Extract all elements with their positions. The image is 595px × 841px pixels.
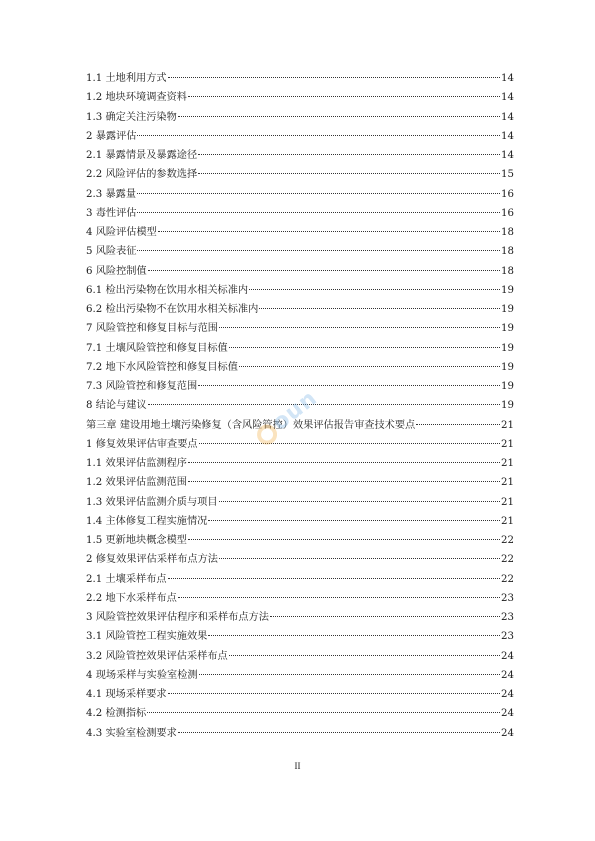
toc-leader-dots bbox=[229, 654, 500, 656]
toc-entry[interactable] bbox=[86, 396, 514, 415]
toc-entry[interactable] bbox=[86, 416, 514, 435]
toc-entry-page: 14 bbox=[501, 111, 514, 123]
toc-leader-dots bbox=[137, 211, 500, 213]
toc-entry-title: 5 风险表征 bbox=[86, 246, 137, 258]
toc-leader-dots bbox=[148, 269, 500, 271]
table-of-contents bbox=[86, 69, 514, 743]
toc-entry[interactable] bbox=[86, 627, 514, 646]
toc-entry-page: 19 bbox=[501, 381, 514, 392]
toc-entry-page: 21 bbox=[501, 515, 514, 527]
toc-leader-dots bbox=[188, 480, 500, 482]
toc-entry-page: 19 bbox=[501, 304, 514, 315]
toc-entry[interactable] bbox=[86, 647, 514, 666]
toc-entry-title: 2.1 暴露情景及暴露途径 bbox=[86, 150, 198, 161]
toc-leader-dots bbox=[148, 403, 500, 405]
toc-leader-dots bbox=[188, 461, 500, 463]
toc-entry[interactable] bbox=[86, 704, 514, 723]
toc-entry-page: 22 bbox=[501, 554, 514, 566]
toc-entry-page: 24 bbox=[501, 669, 514, 681]
toc-entry-title: 2.3 暴露量 bbox=[86, 188, 137, 200]
toc-leader-dots bbox=[199, 442, 500, 444]
toc-entry-title: 第三章 建设用地土壤污染修复（含风险管控）效果评估报告审查技术要点 bbox=[86, 419, 416, 431]
toc-entry-page: 22 bbox=[501, 573, 514, 585]
toc-entry-page: 21 bbox=[501, 419, 514, 431]
toc-leader-dots bbox=[249, 288, 500, 290]
toc-entry[interactable] bbox=[86, 531, 514, 550]
toc-entry-title: 1.2 地块环境调查资料 bbox=[86, 92, 187, 104]
toc-entry[interactable] bbox=[86, 88, 514, 107]
toc-leader-dots bbox=[270, 615, 500, 617]
toc-entry[interactable] bbox=[86, 685, 514, 704]
toc-leader-dots bbox=[158, 230, 500, 232]
toc-leader-dots bbox=[137, 134, 500, 136]
toc-entry-page: 14 bbox=[501, 150, 514, 161]
toc-leader-dots bbox=[219, 557, 500, 559]
toc-entry-page: 23 bbox=[501, 592, 514, 604]
toc-entry-title: 3.1 风险管控工程实施效果 bbox=[86, 631, 208, 643]
toc-entry-page: 16 bbox=[501, 188, 514, 200]
toc-entry-page: 15 bbox=[501, 169, 514, 181]
toc-entry-title: 1.1 效果评估监测程序 bbox=[86, 458, 187, 469]
toc-entry-title: 1.3 效果评估监测介质与项目 bbox=[86, 496, 218, 508]
toc-entry-page: 24 bbox=[501, 727, 514, 739]
toc-leader-dots bbox=[168, 76, 500, 78]
toc-entry-title: 6.1 检出污染物在饮用水相关标准内 bbox=[86, 284, 249, 296]
toc-entry[interactable] bbox=[86, 512, 514, 531]
toc-entry[interactable] bbox=[86, 127, 514, 146]
toc-entry[interactable] bbox=[86, 724, 514, 743]
toc-entry-title: 4.3 实验室检测要求 bbox=[86, 727, 177, 739]
toc-entry-page: 23 bbox=[501, 612, 514, 623]
toc-entry-title: 4 现场采样与实验室检测 bbox=[86, 669, 198, 681]
toc-entry-title: 8 结论与建议 bbox=[86, 400, 147, 412]
toc-entry[interactable] bbox=[86, 146, 514, 165]
toc-entry-page: 19 bbox=[501, 342, 514, 354]
toc-entry-title: 3 毒性评估 bbox=[86, 207, 137, 219]
toc-entry-page: 21 bbox=[501, 477, 514, 489]
toc-leader-dots bbox=[208, 634, 500, 636]
toc-leader-dots bbox=[178, 731, 500, 733]
toc-leader-dots bbox=[208, 519, 500, 521]
toc-entry[interactable] bbox=[86, 204, 514, 223]
toc-entry-page: 19 bbox=[501, 284, 514, 296]
toc-entry[interactable] bbox=[86, 377, 514, 396]
toc-leader-dots bbox=[168, 692, 500, 694]
toc-entry-page: 23 bbox=[501, 631, 514, 643]
toc-entry-title: 1.3 确定关注污染物 bbox=[86, 111, 177, 123]
toc-leader-dots bbox=[198, 153, 500, 155]
toc-entry-page: 21 bbox=[501, 438, 514, 450]
page-number: II bbox=[294, 761, 301, 771]
toc-entry[interactable] bbox=[86, 223, 514, 242]
toc-leader-dots bbox=[198, 384, 500, 386]
toc-leader-dots bbox=[168, 577, 500, 579]
toc-entry-title: 2.1 土壤采样布点 bbox=[86, 573, 167, 585]
toc-entry-title: 1.2 效果评估监测范围 bbox=[86, 477, 187, 489]
toc-entry[interactable] bbox=[86, 108, 514, 127]
toc-entry-title: 2.2 风险评估的参数选择 bbox=[86, 169, 198, 181]
toc-entry[interactable] bbox=[86, 473, 514, 492]
toc-entry-title: 3.2 风险管控效果评估采样布点 bbox=[86, 650, 228, 662]
toc-leader-dots bbox=[198, 172, 500, 174]
toc-entry[interactable] bbox=[86, 319, 514, 338]
toc-entry-title: 7.1 土壤风险管控和修复目标值 bbox=[86, 342, 228, 354]
toc-entry[interactable] bbox=[86, 493, 514, 512]
toc-entry[interactable] bbox=[86, 242, 514, 261]
toc-entry-page: 24 bbox=[501, 650, 514, 662]
toc-entry-page: 14 bbox=[501, 92, 514, 104]
toc-entry-title: 1.1 土地利用方式 bbox=[86, 73, 167, 84]
toc-entry-title: 6 风险控制值 bbox=[86, 265, 147, 277]
toc-entry-title: 1.4 主体修复工程实施情况 bbox=[86, 515, 208, 527]
toc-entry-page: 18 bbox=[501, 265, 514, 277]
toc-entry-title: 1 修复效果评估审查要点 bbox=[86, 438, 198, 450]
toc-entry[interactable] bbox=[86, 69, 514, 88]
toc-entry-page: 18 bbox=[501, 246, 514, 258]
toc-entry[interactable] bbox=[86, 570, 514, 589]
toc-leader-dots bbox=[219, 326, 500, 328]
toc-leader-dots bbox=[229, 346, 500, 348]
watermark-text: oun bbox=[267, 385, 323, 436]
toc-entry-page: 24 bbox=[501, 689, 514, 700]
toc-entry-page: 19 bbox=[501, 323, 514, 335]
toc-entry-page: 21 bbox=[501, 496, 514, 508]
toc-entry-title: 3 风险管控效果评估程序和采样布点方法 bbox=[86, 612, 269, 623]
toc-entry-page: 19 bbox=[501, 400, 514, 412]
toc-entry-title: 4 风险评估模型 bbox=[86, 227, 157, 238]
toc-entry-page: 14 bbox=[501, 73, 514, 84]
toc-entry-page: 21 bbox=[501, 458, 514, 469]
toc-leader-dots bbox=[199, 673, 500, 675]
toc-entry-title: 4.2 检测指标 bbox=[86, 708, 147, 720]
toc-entry[interactable] bbox=[86, 339, 514, 358]
toc-entry-title: 6.2 检出污染物不在饮用水相关标准内 bbox=[86, 304, 259, 315]
toc-leader-dots bbox=[188, 95, 500, 97]
toc-leader-dots bbox=[178, 596, 500, 598]
toc-entry-page: 19 bbox=[501, 361, 514, 373]
toc-entry[interactable] bbox=[86, 165, 514, 184]
toc-entry-title: 2 修复效果评估采样布点方法 bbox=[86, 554, 218, 566]
toc-leader-dots bbox=[239, 365, 500, 367]
toc-entry[interactable] bbox=[86, 608, 514, 627]
toc-entry-title: 7 风险管控和修复目标与范围 bbox=[86, 323, 218, 335]
toc-entry-page: 22 bbox=[501, 535, 514, 546]
toc-entry[interactable] bbox=[86, 589, 514, 608]
toc-entry-title: 1.5 更新地块概念模型 bbox=[86, 535, 187, 546]
toc-leader-dots bbox=[137, 249, 500, 251]
toc-leader-dots bbox=[259, 307, 500, 309]
toc-entry[interactable] bbox=[86, 300, 514, 319]
toc-entry-title: 7.2 地下水风险管控和修复目标值 bbox=[86, 361, 238, 373]
toc-leader-dots bbox=[147, 711, 500, 713]
toc-entry-title: 4.1 现场采样要求 bbox=[86, 689, 167, 700]
toc-entry-page: 16 bbox=[501, 207, 514, 219]
toc-entry-title: 2 暴露评估 bbox=[86, 130, 137, 142]
toc-entry[interactable] bbox=[86, 666, 514, 685]
toc-entry[interactable] bbox=[86, 281, 514, 300]
toc-leader-dots bbox=[416, 423, 500, 425]
toc-entry-page: 24 bbox=[501, 708, 514, 720]
toc-entry-page: 18 bbox=[501, 227, 514, 238]
toc-entry[interactable] bbox=[86, 358, 514, 377]
toc-entry-title: 2.2 地下水采样布点 bbox=[86, 592, 177, 604]
toc-leader-dots bbox=[178, 115, 500, 117]
toc-leader-dots bbox=[137, 192, 500, 194]
toc-entry[interactable] bbox=[86, 454, 514, 473]
toc-entry[interactable] bbox=[86, 185, 514, 204]
toc-leader-dots bbox=[188, 538, 500, 540]
toc-leader-dots bbox=[219, 500, 501, 502]
toc-entry[interactable] bbox=[86, 262, 514, 281]
toc-entry[interactable] bbox=[86, 550, 514, 569]
toc-entry-title: 7.3 风险管控和修复范围 bbox=[86, 381, 198, 392]
toc-entry-page: 14 bbox=[501, 130, 514, 142]
toc-entry[interactable] bbox=[86, 435, 514, 454]
